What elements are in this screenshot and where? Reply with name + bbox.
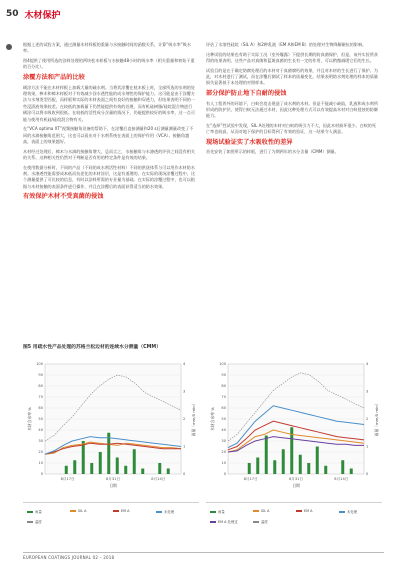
paragraph: 评估了水溶性硅烷（SIL A）和2种乳液（EM A和EM B）的处理对生物降解耐抗的影响。	[206, 42, 367, 47]
y-tick-label: 90	[221, 373, 226, 378]
rain-bar	[90, 463, 93, 474]
paragraph: 根据上述的试验方案，通过测量木材样板的重量与水接触时间的函数关系，计算“吸水率”吸水率。	[23, 42, 191, 54]
y2-axis-label: 雨量（mm/5 min）	[191, 401, 196, 437]
rain-bar	[99, 452, 102, 474]
legend-entry	[27, 509, 42, 514]
y-tick-label: 30	[221, 439, 226, 444]
y-tick-label: 0	[223, 472, 226, 477]
legend-entry	[210, 519, 238, 524]
legend-label: 雨量	[218, 510, 225, 514]
rain-bar	[273, 460, 276, 474]
y-tick-label: 0	[40, 472, 43, 477]
y2-tick-label: 0	[183, 472, 186, 477]
legend-swatch	[253, 521, 259, 523]
y2-tick-label: 3	[183, 389, 186, 394]
legend-entry	[253, 509, 269, 513]
legend-swatch	[156, 511, 162, 513]
y-axis-label: 木材含水率 %	[210, 407, 215, 431]
rain-bar	[73, 460, 76, 474]
rain-bar	[341, 460, 344, 474]
legend-swatch	[113, 510, 119, 512]
bullet-marker	[6, 44, 12, 50]
x-tick-label: 8月14日	[334, 477, 349, 481]
legend-swatch	[27, 511, 33, 513]
y-tick-label: 20	[38, 450, 43, 455]
paragraph: 首先安装了如图所示的样板，进行了为期两年的水分含量（CMM）测量。	[206, 149, 339, 155]
legend-entry	[70, 509, 86, 513]
paragraph: 在使用数据分析时，不同的产品（不同的成水剂活性材料）不同的供货体系与可以用作木材防水剂。水渗透性能需要成本低而抗老化的木材涂层，这是有道理的。在实际的现场涂覆过程中，这个测量提供了可比较的信息，有时以涂料所需的专业量为基础。在实际的涂覆过程中，也可以根据与木材接触的表面条件进行操作，并且在涂覆后的表面获得适当的防水效果。	[23, 164, 195, 189]
section-heading: 现场试验证实了水吸收性的差异	[206, 138, 293, 146]
y-tick-label: 100	[219, 362, 226, 367]
x-axis-label: 日期	[109, 483, 117, 488]
y2-tick-label: 2	[183, 417, 186, 422]
y-tick-label: 80	[38, 384, 43, 389]
figure-title: 图5 用疏水性产品处理的苏格兰松边材的连续水分测量（CMM）	[23, 345, 161, 350]
x-tick-label: 8月31日	[105, 477, 121, 481]
rain-bar	[316, 447, 319, 475]
footer-divider	[23, 552, 384, 553]
page-number: 50	[6, 9, 19, 19]
paragraph: 在“VCA optima XT”视频接触角设备的帮助下，在涂覆后直接测量和20 s后测量测量改变了不同的水滴接触角范围大，这也可以看出对于水剂系统在表面上的保护作用（VCA）。接触角越高，表面上的效果越好。	[23, 126, 194, 144]
rain-bar	[107, 433, 110, 474]
y-tick-label: 30	[38, 439, 43, 444]
legend-entry	[253, 519, 268, 524]
y2-tick-label: 2	[366, 417, 369, 422]
legend-swatch	[210, 521, 216, 523]
x-tick-label: 8月31日	[288, 477, 304, 481]
moisture-chart-right	[206, 356, 382, 502]
y-tick-label: 40	[38, 428, 43, 433]
y2-tick-label: 1	[183, 444, 186, 449]
y2-tick-label: 4	[183, 362, 186, 367]
moisture-chart-left	[23, 356, 199, 502]
y-axis-label: 木材含水率 %	[27, 407, 32, 431]
legend-entry	[113, 509, 129, 513]
rain-bar	[133, 449, 136, 474]
y2-tick-label: 1	[366, 444, 369, 449]
rain-bar	[307, 463, 310, 474]
rain-bar	[82, 441, 85, 474]
rain-bar	[265, 436, 268, 475]
legend-entry	[156, 509, 174, 514]
rain-bar	[65, 466, 68, 474]
legend-label: SIL A	[78, 509, 87, 513]
left-column	[23, 42, 195, 204]
paragraph: 这种试验的结果也有助于实际工况（室外爆露）下提供长期的防真菌保护，但是，该外实验所获得的结果表明，这些产品对真菌和蓝斑真菌的生长有一定的作用，可以稍微减缓它们的生长。	[206, 51, 378, 63]
legend-label: EM A 处理过	[218, 520, 238, 524]
chart-legend	[23, 502, 199, 537]
paragraph: 有人工程养外的环境下，白蚁会攻击建造了成水剂的木材。但是不能减小缺陷，乳液和成水剂所形成的防护层，使得白蚁无法通过木材，因此这种处理方式可以有效提高木材对白蚁侵蚀的防御能力。	[206, 100, 378, 119]
paragraph: 图4提供了使用所选的涂料处理的两块松木样板与水接触48小时的吸水率（相关重量和初始干重的百分比）。	[23, 58, 195, 70]
paragraph: 刷涂方法不能在木材样板上加载大量的疏水剂。当将其涂覆在枕木板上时，全部所选的水剂的处理效果，棒木和樟木样板对于有效减少涂水透性能的成水剂性的保护能力。这可能是由于涂覆方法与水剂类型匹配，而样板和实际的木材表面之间有良好的接触和穿透力，但结果表明不同的一些浸渍液效果较差。在较低的加载量下仍然能提供有效的处理，而有机硅树脂/硅烷混合物进行刷涂可以将水吸收到很低。在较低的活性成分含量的情况下，仍能提供较好的吸水率，这一点可能与使用有机硅/硅烷混合物有关。	[23, 84, 195, 122]
section-heading: 有效保护木材不受真菌的侵蚀	[23, 193, 104, 201]
legend-label: 温度	[35, 520, 42, 524]
rain-bar	[167, 469, 170, 475]
legend-entry	[296, 509, 312, 513]
paragraph: 试验目的是在于确定防腐处理后的木材对于真菌腐朽的效果，并且对木材的生长进行了保护。为此，对木材进行了测试，而在涂覆后测试了样本的质量变化，结果表明防水剂处理的样本的质量损失显著低于未处理的对照样本。	[206, 67, 378, 86]
y2-tick-label: 0	[366, 472, 369, 477]
rain-bar	[299, 455, 302, 474]
y-tick-label: 100	[36, 362, 43, 367]
x-tick-label: 8月17日	[243, 477, 258, 481]
legend-label: 温度	[261, 520, 268, 524]
x-tick-label: 8月17日	[60, 477, 75, 481]
legend-label: 雨量	[35, 510, 42, 514]
legend-swatch	[70, 510, 76, 512]
section-heading: 部分保护防止地下自耐的侵蚀	[206, 90, 287, 97]
y2-axis-label: 雨量（mm/5 min）	[374, 401, 379, 437]
y-tick-label: 10	[38, 461, 43, 466]
legend-swatch	[27, 521, 33, 523]
right-column	[206, 42, 380, 159]
y-tick-label: 10	[221, 461, 226, 466]
x-tick-label: 8月14日	[151, 477, 166, 481]
legend-label: EM A	[121, 509, 130, 513]
rain-bar	[350, 469, 353, 475]
y2-tick-label: 3	[366, 389, 369, 394]
legend-label: EM A	[304, 509, 313, 513]
y-tick-label: 40	[221, 428, 226, 433]
y-tick-label: 80	[221, 384, 226, 389]
legend-swatch	[339, 511, 345, 513]
chart-left	[23, 356, 199, 550]
y-tick-label: 90	[38, 373, 43, 378]
rain-bar	[256, 458, 259, 475]
y-tick-label: 60	[221, 406, 226, 411]
footer-journal: EUROPEAN COATINGS JOURNAL 02 – 2018	[23, 555, 115, 560]
legend-swatch	[296, 510, 302, 512]
y-tick-label: 70	[38, 395, 43, 400]
rain-bar	[248, 463, 251, 474]
legend-swatch	[253, 510, 259, 512]
y-tick-label: 70	[221, 395, 226, 400]
paragraph: 木材经过处理后，樟木与水滴的接触角增大，总而言之，水接触角与水渗透的评价之间没有相关的关系。这种相关性仍然对于判断是否有用的特定条件是有效的结果。	[23, 148, 195, 160]
rain-bar	[282, 449, 285, 474]
y2-tick-label: 4	[366, 362, 369, 367]
rain-bar	[158, 463, 161, 474]
section-title: 木材保护	[24, 10, 61, 21]
chart-legend	[206, 502, 382, 537]
y-tick-label: 50	[38, 417, 43, 422]
legend-entry	[210, 509, 225, 514]
rain-bar	[141, 469, 144, 475]
y-tick-label: 20	[221, 450, 226, 455]
y-tick-label: 50	[221, 417, 226, 422]
legend-label: 未处理	[164, 510, 175, 514]
x-axis-label: 日期	[292, 483, 300, 488]
legend-label: SIL A	[261, 509, 270, 513]
page-header	[6, 6, 394, 22]
section-heading: 涂覆方法和产品的比较	[23, 74, 85, 81]
y-tick-label: 60	[38, 406, 43, 411]
rain-bar	[324, 466, 327, 474]
chart-right	[206, 356, 382, 550]
rain-bar	[116, 458, 119, 475]
legend-entry	[27, 519, 42, 524]
legend-label: 未处理	[347, 510, 358, 514]
legend-entry	[339, 509, 357, 514]
paragraph: 在“选择”性试验中发现，SIL A处理的木材对白蚁的吸引力不大，因此木材损坏很少。白蚁的死亡率也较高，从而对地下保护的目标得到了有效的验证，这一结果令人满意。	[206, 122, 376, 135]
rain-bar	[124, 466, 127, 474]
legend-swatch	[210, 511, 216, 513]
